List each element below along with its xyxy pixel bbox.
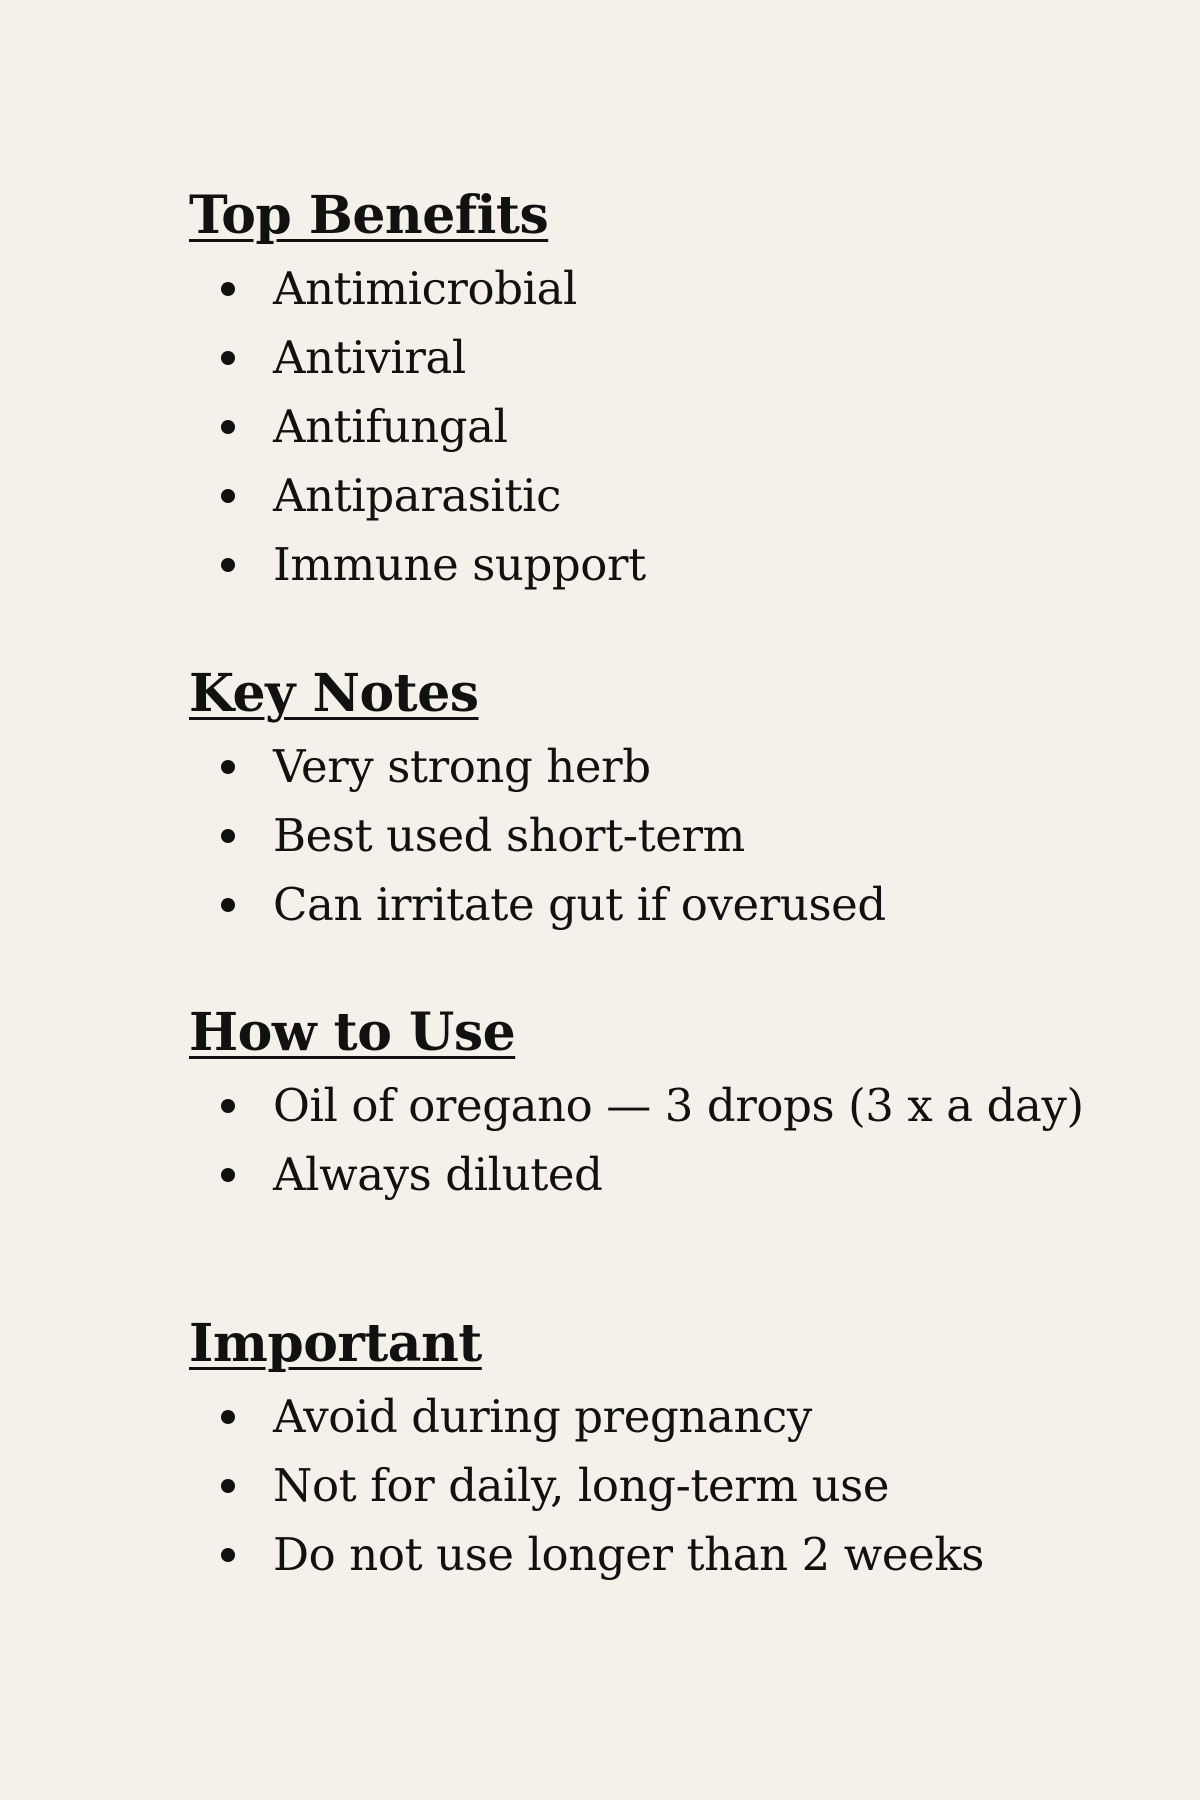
section-how-to-use [189,1003,1169,1209]
list-item [189,1071,1169,1140]
bullet-list [189,254,1169,599]
list-item-text: Antiparasitic [273,469,561,522]
list-item [189,461,1169,530]
section-title: Important [189,1313,482,1374]
bullet-icon [221,1099,235,1113]
list-item [189,732,1169,801]
list-item-text: Can irritate gut if overused [273,878,886,931]
section-top-benefits [189,186,1169,599]
list-item-text: Immune support [273,538,646,591]
list-item-text: Not for daily, long-term use [273,1459,890,1512]
bullet-icon [221,1548,235,1562]
list-item [189,1140,1169,1209]
list-item [189,530,1169,599]
bullet-list [189,732,1169,939]
list-item-text: Very strong herb [273,740,651,793]
list-item [189,1520,1169,1589]
list-item-text: Antifungal [273,400,508,453]
section-title: Key Notes [189,663,479,724]
list-item-text: Always diluted [273,1148,603,1201]
list-item [189,254,1169,323]
bullet-icon [221,1479,235,1493]
bullet-icon [221,558,235,572]
list-item-text: Avoid during pregnancy [273,1390,812,1443]
bullet-icon [221,898,235,912]
bullet-list [189,1382,1169,1589]
section-key-notes [189,664,1169,939]
bullet-icon [221,351,235,365]
bullet-icon [221,1410,235,1424]
bullet-icon [221,1168,235,1182]
bullet-icon [221,282,235,296]
list-item-text: Antiviral [273,331,466,384]
list-item [189,323,1169,392]
list-item [189,1451,1169,1520]
bullet-icon [221,420,235,434]
section-important [189,1314,1169,1589]
list-item [189,870,1169,939]
bullet-list [189,1071,1169,1209]
bullet-icon [221,760,235,774]
list-item-text: Oil of oregano — 3 drops (3 x a day) [273,1079,1084,1132]
section-title: How to Use [189,1002,516,1063]
bullet-icon [221,829,235,843]
list-item [189,1382,1169,1451]
list-item-text: Do not use longer than 2 weeks [273,1528,984,1581]
list-item-text: Antimicrobial [273,262,578,315]
list-item-text: Best used short-term [273,809,745,862]
bullet-icon [221,489,235,503]
list-item [189,392,1169,461]
section-title: Top Benefits [189,185,549,246]
list-item [189,801,1169,870]
